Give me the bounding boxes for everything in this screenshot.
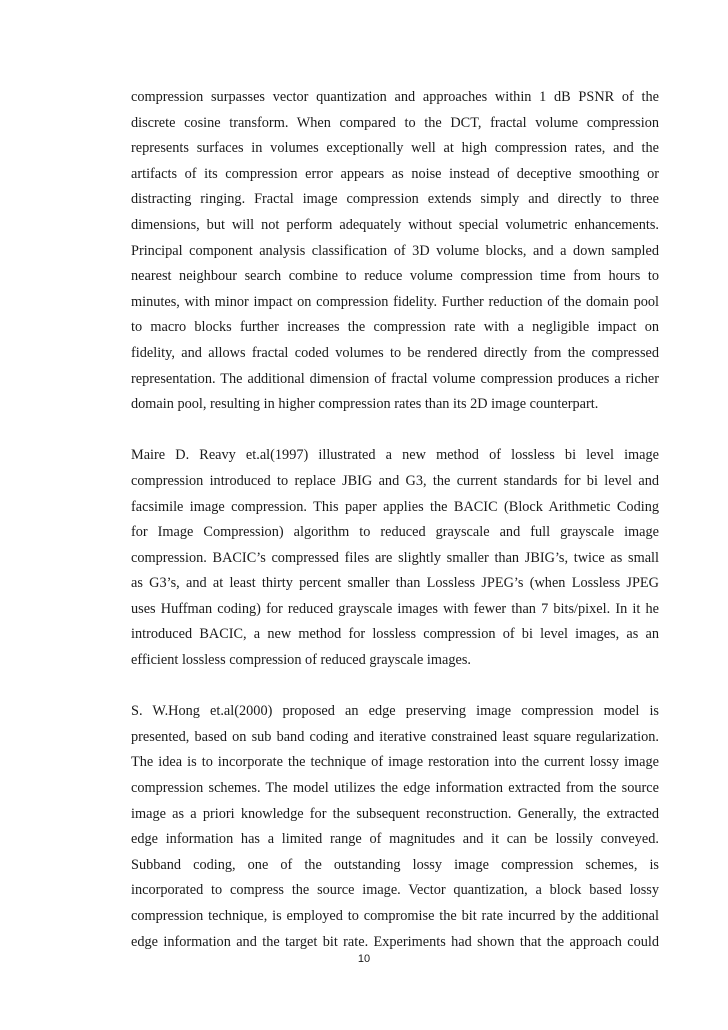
text-line: compression technique, is employed to compromise the bit rate incurred by the additional [131, 908, 659, 924]
text-line: compression surpasses vector quantization and approaches within 1 dB PSNR of the [131, 89, 659, 105]
text-line: minutes, with minor impact on compression fidelity. Further reduction of the domain pool [131, 293, 659, 310]
text-line: artifacts of its compression error appears as noise instead of deceptive smoothing or [131, 165, 659, 182]
text-line: compression introduced to replace JBIG and G3, the current standards for bi level and [131, 472, 659, 489]
body-text [131, 85, 659, 955]
text-line: S. W.Hong et.al(2000) proposed an edge preserving image compression model is [131, 703, 659, 720]
text-line: presented, based on sub band coding and iterative constrained least square regularization. [131, 728, 659, 745]
text-line: image as a priori knowledge for the subsequent reconstruction. Generally, the extracted [131, 805, 659, 822]
text-line: domain pool, resulting in higher compression rates than its 2D image counterpart. [131, 396, 599, 413]
page-number: 10 [357, 953, 371, 965]
text-line: dimensions, but will not perform adequately without special volumetric enhancements. [131, 216, 659, 233]
text-line: representation. The additional dimension of fractal volume compression produces a richer [131, 370, 659, 387]
text-line: efficient lossless compression of reduced grayscale images. [131, 652, 471, 669]
text-line: edge information and the target bit rate. Experiments had shown that the approach could [131, 933, 659, 950]
text-line: uses Huffman coding) for reduced grayscale images with fewer than 7 bits/pixel. In it he [131, 600, 659, 617]
text-line: introduced BACIC, a new method for lossless compression of bi level images, as an [131, 626, 659, 643]
text-line: Subband coding, one of the outstanding lossy image compression schemes, is [131, 856, 659, 873]
paragraph-gap [131, 418, 659, 444]
text-line: facsimile image compression. This paper applies the BACIC (Block Arithmetic Coding [131, 498, 659, 515]
paragraph-1 [131, 85, 659, 418]
text-line: discrete cosine transform. When compared to the DCT, fractal volume compression [131, 114, 659, 131]
text-line: compression schemes. The model utilizes the edge information extracted from the source [131, 780, 659, 797]
text-line: represents surfaces in volumes exceptionally well at high compression rates, and the [131, 140, 659, 157]
text-line: The idea is to incorporate the technique of image restoration into the current lossy image [131, 754, 659, 771]
text-line: for Image Compression) algorithm to reduced grayscale and full grayscale image [131, 524, 659, 541]
paragraph-2 [131, 443, 659, 673]
text-line: to macro blocks further increases the compression rate with a negligible impact on [131, 319, 659, 336]
paragraph-gap [131, 674, 659, 700]
text-line: edge information has a limited range of magnitudes and it can be lossily conveyed. [131, 831, 659, 848]
paragraph-3 [131, 699, 659, 955]
text-line: Maire D. Reavy et.al(1997) illustrated a new method of lossless bi level image [131, 447, 659, 464]
text-line: distracting ringing. Fractal image compression extends simply and directly to three [131, 191, 659, 208]
text-line: as G3’s, and at least thirty percent smaller than Lossless JPEG’s (when Lossless JPEG [131, 575, 659, 592]
text-line: nearest neighbour search combine to reduce volume compression time from hours to [131, 268, 659, 285]
text-line: Principal component analysis classification of 3D volume blocks, and a down sampled [131, 242, 659, 259]
text-line: compression. BACIC’s compressed files are slightly smaller than JBIG’s, twice as small [131, 549, 659, 566]
text-line: incorporated to compress the source image. Vector quantization, a block based lossy [131, 882, 659, 899]
text-line: fidelity, and allows fractal coded volumes to be rendered directly from the compressed [131, 344, 659, 361]
